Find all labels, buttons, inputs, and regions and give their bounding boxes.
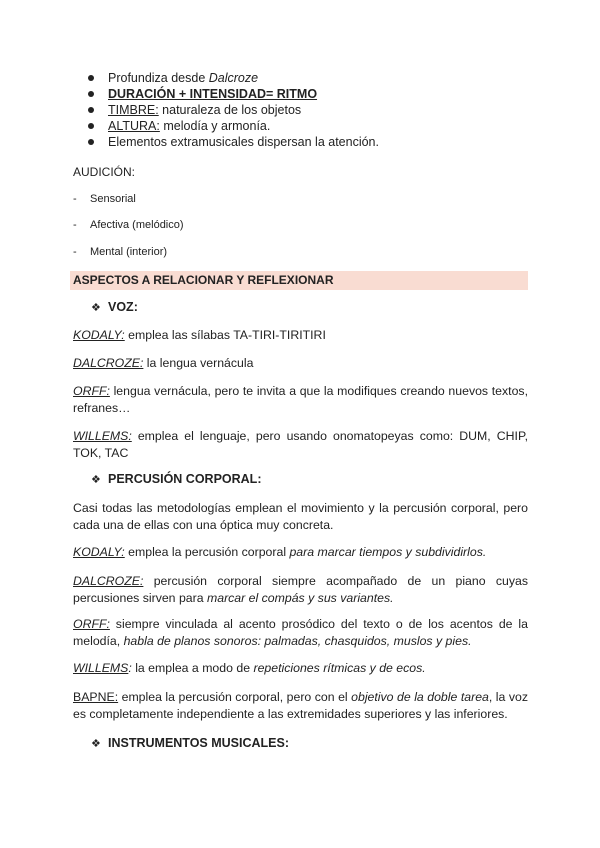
percusion-willems: WILLEMS: la emplea a modo de repeticiones rítmicas y de ecos. [73,661,426,675]
percusion-bapne: BAPNE: emplea la percusión corporal, pero con el objetivo de la doble tarea, la voz es completamente independiente a las extremidades superiores y las inferiores. [73,690,528,721]
bullet-dot [88,139,94,145]
dash-marker: - [73,246,77,258]
bullet-dot [88,123,94,129]
voz-heading: VOZ: [108,300,138,314]
bullet-dot [88,75,94,81]
voz-dalcroze: DALCROZE: la lengua vernácula [73,356,254,370]
dash-marker: - [73,219,77,231]
voz-willems: WILLEMS: emplea el lenguaje, pero usando onomatopeyas como: DUM, CHIP, TOK, TAC [73,429,528,460]
diamond-bullet-icon: ❖ [91,302,101,314]
section-heading: ASPECTOS A RELACIONAR Y REFLEXIONAR [73,273,334,287]
audicion-title: AUDICIÓN: [73,165,136,179]
bullet-item-3: TIMBRE: naturaleza de los objetos [108,103,302,117]
voz-orff: ORFF: lengua vernácula, pero te invita a que la modifiques creando nuevos textos, refranes… [73,384,528,415]
instrumentos-heading: INSTRUMENTOS MUSICALES: [108,736,290,750]
bullet-item-4: ALTURA: melodía y armonía. [108,119,271,133]
bullet-item-1: Profundiza desde Dalcroze [108,71,259,85]
audicion-item-sensorial: Sensorial [90,193,136,205]
bullet-item-5: Elementos extramusicales dispersan la atención. [108,135,379,149]
bullet-item-2: DURACIÓN + INTENSIDAD= RITMO [108,87,318,101]
percusion-kodaly: KODALY: emplea la percusión corporal para marcar tiempos y subdividirlos. [73,545,487,559]
audicion-item-afectiva: Afectiva (melódico) [90,219,184,231]
percusion-dalcroze: DALCROZE: percusión corporal siempre acompañado de un piano cuyas percusiones sirven para marcar el compás y sus variantes. [73,574,528,605]
percusion-heading: PERCUSIÓN CORPORAL: [108,472,262,486]
audicion-item-mental: Mental (interior) [90,246,168,258]
diamond-bullet-icon: ❖ [91,738,101,750]
bullet-dot [88,107,94,113]
diamond-bullet-icon: ❖ [91,474,101,486]
dash-marker: - [73,193,77,205]
voz-kodaly: KODALY: emplea las sílabas TA-TIRI-TIRITIRI [73,328,326,342]
percusion-orff: ORFF: siempre vinculada al acento prosódico del texto o de los acentos de la melodía, habla de planos sonoros: palmadas, chasquidos, muslos y pies. [73,617,528,648]
percusion-intro: Casi todas las metodologías emplean el movimiento y la percusión corporal, pero cada una de ellas con una óptica muy concreta. [73,501,528,532]
bullet-dot [88,91,94,97]
